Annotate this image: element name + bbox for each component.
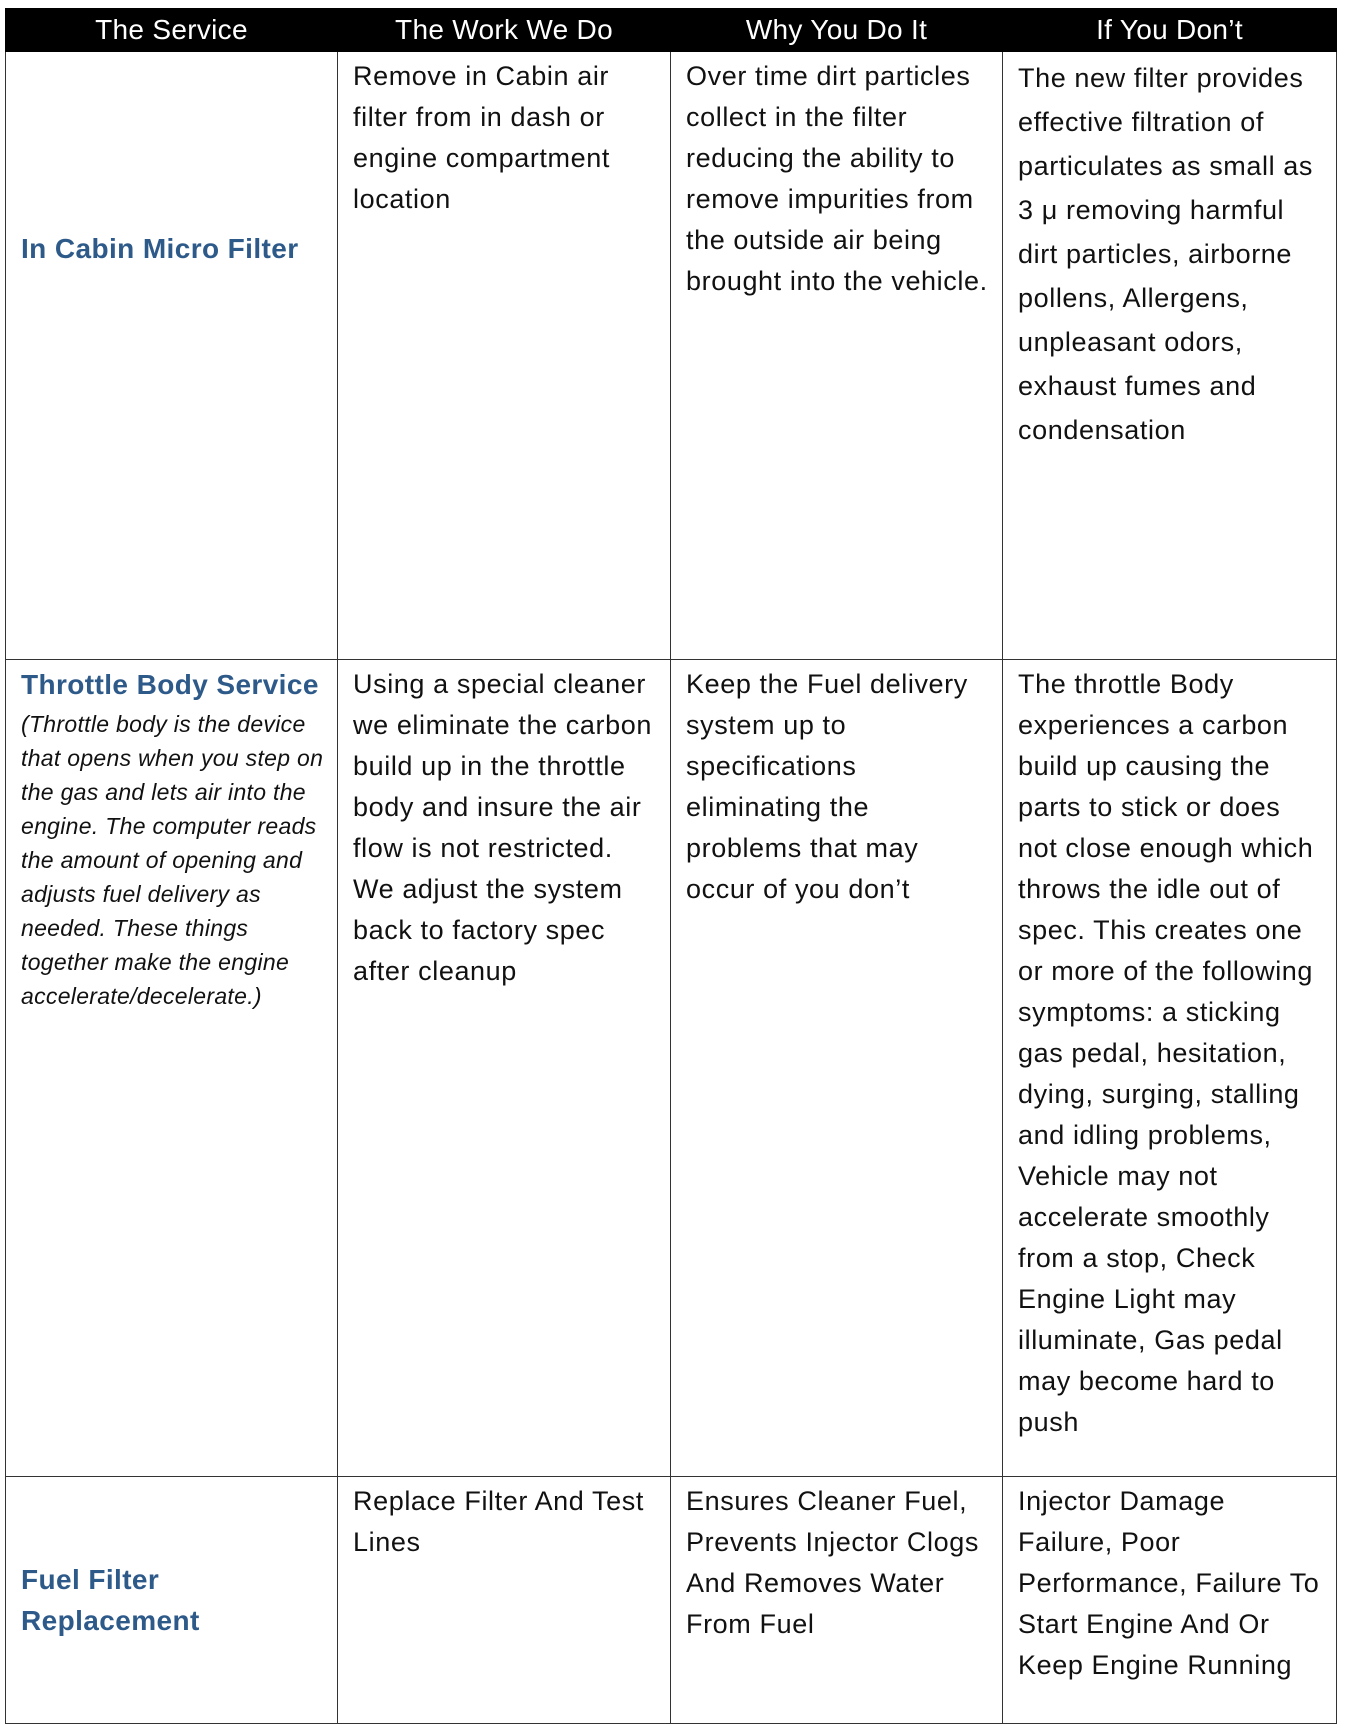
work-text: Replace Filter And Test Lines <box>353 1486 644 1557</box>
table-row <box>6 52 1337 660</box>
work-cell <box>338 660 671 1477</box>
service-note: (Throttle body is the device that opens when you step on the gas and lets air into the engine. The computer reads the amount of opening and adjusts fuel delivery as needed. These things together make the engine accelerate/decelerate.) <box>21 711 324 1009</box>
header-why: Why You Do It <box>671 9 1003 52</box>
dont-text: The new filter provides effective filtration of particulates as small as 3 μ removing harmful dirt particles, airborne pollens, Allergens, unpleasant odors, exhaust fumes and condensation <box>1018 63 1314 445</box>
work-text: Using a special cleaner we eliminate the carbon build up in the throttle body and insure the air flow is not restricted. We adjust the system back to factory spec after cleanup <box>353 669 652 986</box>
services-table <box>5 8 1337 1724</box>
service-title: In Cabin Micro Filter <box>21 232 299 264</box>
service-cell <box>6 52 338 660</box>
why-cell <box>671 660 1003 1477</box>
work-cell <box>338 52 671 660</box>
dont-cell <box>1003 660 1337 1477</box>
why-text: Keep the Fuel delivery system up to specifications eliminating the problems that may occur of you don’t <box>686 669 968 904</box>
service-cell <box>6 660 338 1477</box>
why-text: Over time dirt particles collect in the filter reducing the ability to remove impurities from the outside air being brought into the vehicle. <box>686 61 988 296</box>
dont-text: The throttle Body experiences a carbon build up causing the parts to stick or does not close enough which throws the idle out of spec. This creates one or more of the following symptoms: a sticking gas pedal, hesitation, dying, surging, stalling and idling problems, Vehicle may not accelerate smoothly from a stop, Check Engine Light may illuminate, Gas pedal may become hard to push <box>1018 669 1314 1437</box>
table-row <box>6 660 1337 1477</box>
header-work: The Work We Do <box>338 9 671 52</box>
work-text: Remove in Cabin air filter from in dash or engine compartment location <box>353 61 610 214</box>
why-text: Ensures Cleaner Fuel, Prevents Injector Clogs And Removes Water From Fuel <box>686 1486 979 1639</box>
dont-text: Injector Damage Failure, Poor Performance, Failure To Start Engine And Or Keep Engine Running <box>1018 1486 1320 1680</box>
why-cell <box>671 52 1003 660</box>
dont-cell <box>1003 52 1337 660</box>
header-service: The Service <box>6 9 338 52</box>
service-title: Throttle Body Service <box>21 669 319 700</box>
header-row <box>6 9 1337 52</box>
service-title: Fuel Filter Replacement <box>21 1564 200 1636</box>
header-dont: If You Don’t <box>1003 9 1337 52</box>
